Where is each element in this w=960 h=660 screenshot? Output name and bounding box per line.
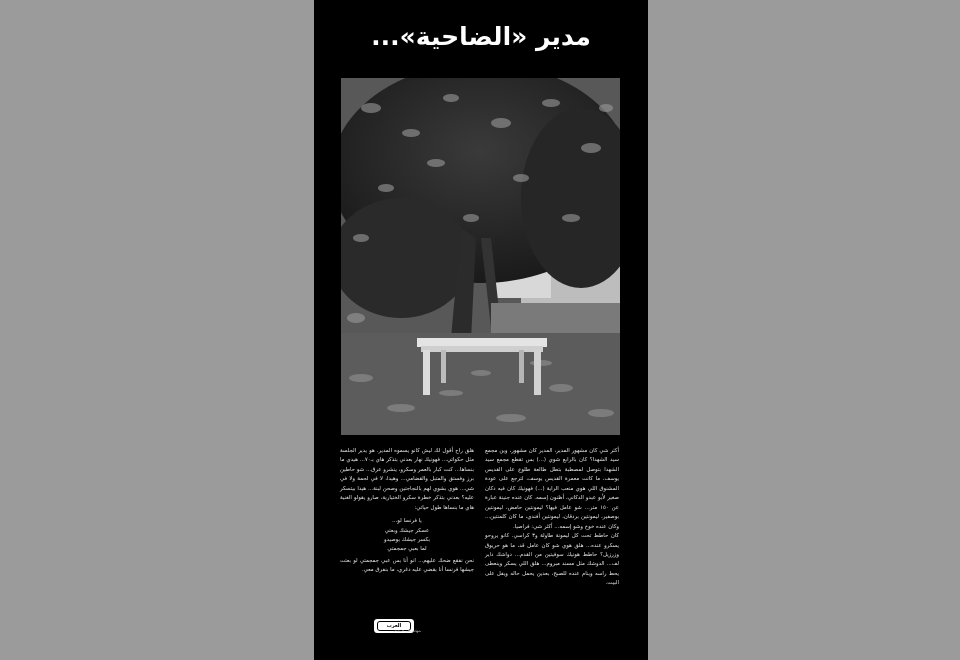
publication-logo-text: العرب: [377, 621, 411, 631]
article-paragraph: كان حاطط تحت كل ليمونة طاولة و٣ كراسي. كانو يروحو يسكرو عنده... هلق هوي شو كان عامل قد، ما هو حريوق وزرزيل؟ حاطط هونيك سوفيتين من القدم... دواشك داير لف... الدوشك مثل مسند مبروم... هلق اللي يسكر وينعطى يحط راسه وينام عنده للصبح، بعدين يحمل حاله ويفل على البيت.: [485, 533, 619, 587]
article-photo: [341, 78, 620, 435]
publication-credit: شهادة على المقدام: [392, 629, 422, 633]
song-line: لما بعبي جمجمتي: [387, 546, 427, 553]
article-paragraph: أكثر شي كان مشهور المدير، المدير كان مشهور، وين مجمع سيد الشهدا؟ كان بالرابع شوي (...) بس تقطع مجمع سيد الشهدا بتوصل لمصطبة بتطل طالعة طلوع على القديس يوسف، ما كانت معمرة القديس يوسف، لترجع على عودة المشنوق اللي هوي منعب الراية (...) فهونيك كان فيه دكان صغير لأبو عبدو الدكاني، أظنون إسمه. كان عنده جنينة عبارة عن ١٥٠ متر... شو عامل فيها؟ ليمونتين حامض، ليمونتين بوصفير، ليمونتين بردقان، ليمونتين أفندي، ما كان كلمنتين... وكان عنده خوخ وشو إسمه... أكثر شي: فراصيا.: [485, 448, 619, 530]
song-line: عسكر جيشك وبعتي: [384, 527, 430, 534]
article-column-left: [340, 447, 474, 576]
article-paragraph: نحن نفقع ضحك عليهم... انو أنا بس عبي جمجمتي لو بعتت جيشها فرنسا أنا بقضي عليه دغري، ما بنفرق معي.: [340, 557, 474, 574]
song-line: بكسر جيشك بوصيدو: [384, 536, 430, 543]
article-title: مدير «الضاحية»...: [371, 22, 591, 51]
publication-logo-area: [340, 613, 474, 643]
song-line: يا فرنسا لو...: [392, 518, 422, 525]
song-verse: [340, 517, 474, 555]
article-paragraph: هلق راح أقول لك ليش كانو يسموه المدير. هو يدير الجلسة مثل حكواتي... فهونيك نهار بعدني بتذكر هاي بـ٧٠... هيدي ما بنساها... كنت كبار بالعمر وسكرو، ينشرو عرق... شو حاطين برز وفستق والمتبل والقضامي... وهيدا، لا في لحمة ولا في شي... هوي بشوي لهم بالنجاجتين وصحن لبنة... هيدا بيتسكر عليه؟ بعدني بتذكر خطرة سكرو الختيارية، صارو يقولو الغنية هاي ما بنساها طول حياتي:: [340, 448, 474, 511]
article-page: [314, 0, 648, 660]
article-column-right: [485, 447, 619, 589]
